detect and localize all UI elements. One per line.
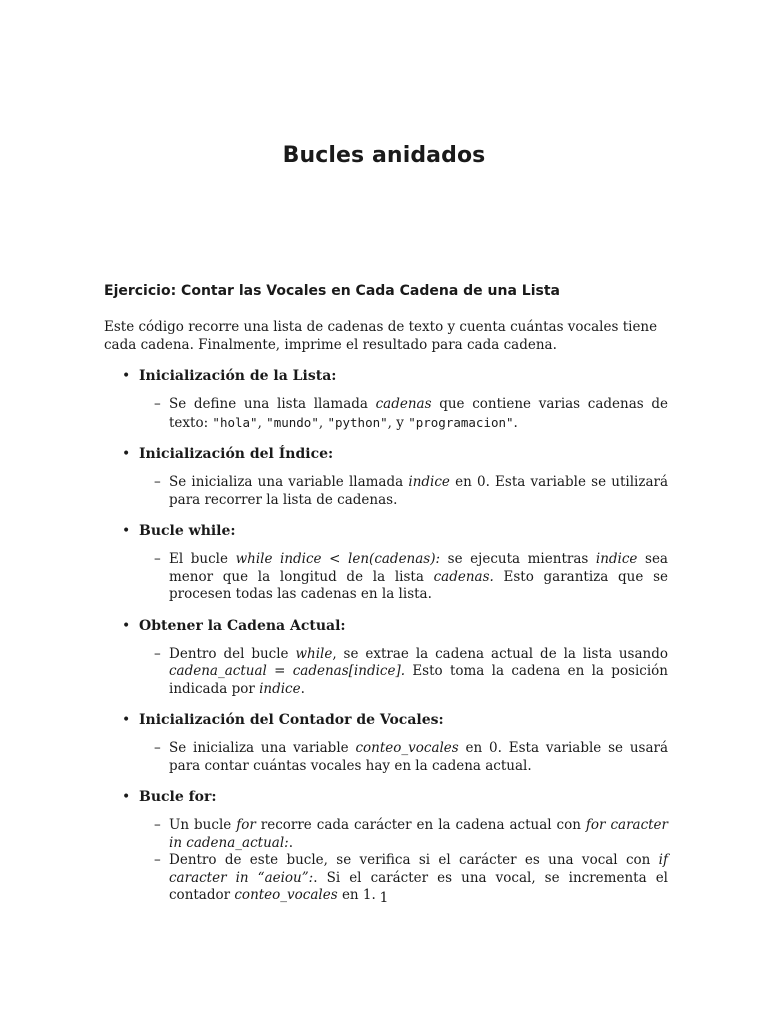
bullet-item	[104, 444, 668, 509]
text-run: Se inicializa una variable llamada	[169, 474, 409, 490]
text-run: en 0. Esta variable se utilizará para recorrer la lista de cadenas.	[169, 474, 668, 508]
text-run: .	[300, 680, 305, 697]
italic-run: indice	[259, 680, 301, 697]
page-number: 1	[379, 890, 389, 906]
bullet-title: Obtener la Cadena Actual:	[139, 617, 346, 634]
bullet-dot-icon: •	[122, 446, 131, 462]
bullet-dot-icon: •	[122, 523, 131, 539]
code-run: "mundo"	[266, 414, 319, 430]
bullet-dot-icon: •	[122, 789, 131, 805]
text-run: Se inicializa una variable	[169, 740, 356, 756]
text-run: El bucle	[169, 551, 236, 567]
text-run: , se extrae la cadena actual de la lista usando	[332, 645, 668, 662]
bullet-item	[104, 710, 668, 775]
sub-item	[139, 551, 668, 604]
text-run: Dentro del bucle	[169, 645, 296, 662]
text-run: se ejecuta mientras	[440, 551, 596, 567]
sub-item	[139, 396, 668, 432]
italic-run: while indice < len(cadenas):	[235, 551, 441, 567]
italic-run: indice	[595, 551, 638, 567]
text-run: que contiene varias cadenas de texto:	[169, 396, 668, 431]
italic-run: conteo_vocales	[234, 887, 338, 903]
bullet-item	[104, 787, 668, 905]
bullet-list	[104, 366, 668, 917]
bullet-item	[104, 366, 668, 432]
bullet-item	[104, 616, 668, 699]
text-run: .	[513, 414, 518, 431]
text-run: , y	[387, 414, 409, 431]
text-run: Esto toma la cadena en la posición indicada por	[169, 663, 668, 697]
dash-icon: –	[154, 396, 161, 412]
bullet-title: Inicialización del Contador de Vocales:	[139, 712, 444, 728]
text-run: Dentro de este bucle, se verifica si el carácter es una vocal con	[169, 852, 659, 868]
dash-icon: –	[154, 852, 161, 868]
italic-run: indice	[408, 474, 450, 490]
text-run: recorre cada carácter en la cadena actual con	[255, 817, 586, 833]
italic-run: cadenas.	[433, 568, 494, 585]
italic-run: cadenas	[375, 396, 432, 412]
bullet-item	[104, 521, 668, 604]
sub-list	[139, 396, 668, 432]
sub-item	[139, 646, 668, 699]
italic-run: if caracter in “aeiou”:	[169, 852, 668, 886]
dash-icon: –	[154, 474, 161, 490]
bullet-dot-icon: •	[122, 712, 131, 728]
bullet-title: Inicialización de la Lista:	[139, 368, 337, 384]
text-run: Se define una lista llamada	[169, 396, 376, 412]
sub-list	[139, 551, 668, 604]
sub-item	[139, 740, 668, 775]
code-run: "python"	[327, 414, 388, 430]
italic-run: cadena_actual = cadenas[indice].	[169, 663, 406, 679]
text-run: Esto garantiza que se procesen todas las cadenas en la lista.	[169, 568, 668, 602]
intro-paragraph: Este código recorre una lista de cadenas de texto y cuenta cuántas vocales tiene cada cadena. Finalmente, imprime el resultado para cada cadena.	[104, 319, 658, 353]
bullet-title: Bucle while:	[139, 523, 236, 539]
sub-item	[139, 474, 668, 509]
italic-run: while	[295, 645, 333, 662]
italic-run: for	[236, 817, 256, 833]
document-title: Bucles anidados	[282, 143, 486, 168]
text-run: sea menor que la longitud de la lista	[169, 551, 668, 585]
italic-run: conteo_vocales	[355, 740, 459, 756]
code-run: "programacion"	[408, 414, 514, 430]
bullet-title: Bucle for:	[139, 789, 217, 805]
dash-icon: –	[154, 551, 161, 567]
text-run: en 1.	[337, 887, 376, 903]
dash-icon: –	[154, 740, 161, 756]
sub-item	[139, 817, 668, 852]
italic-run: for caracter in cadena_actual:	[169, 817, 668, 851]
bullet-title: Inicialización del Índice:	[139, 446, 334, 462]
bullet-dot-icon: •	[122, 368, 131, 384]
text-run: .	[288, 834, 293, 851]
sub-list	[139, 646, 668, 699]
text-run: ,	[257, 414, 267, 431]
dash-icon: –	[154, 817, 161, 833]
bullet-dot-icon: •	[122, 617, 131, 634]
text-run: ,	[318, 414, 328, 431]
sub-list	[139, 740, 668, 775]
section-heading: Ejercicio: Contar las Vocales en Cada Cadena de una Lista	[104, 283, 560, 299]
text-run: Un bucle	[169, 817, 237, 833]
dash-icon: –	[154, 645, 161, 662]
text-run: . Si el carácter es una vocal, se incrementa el contador	[169, 869, 668, 903]
sub-list	[139, 474, 668, 509]
text-run: en 0. Esta variable se usará para contar cuántas vocales hay en la cadena actual.	[169, 740, 668, 774]
code-run: "hola"	[212, 414, 258, 430]
